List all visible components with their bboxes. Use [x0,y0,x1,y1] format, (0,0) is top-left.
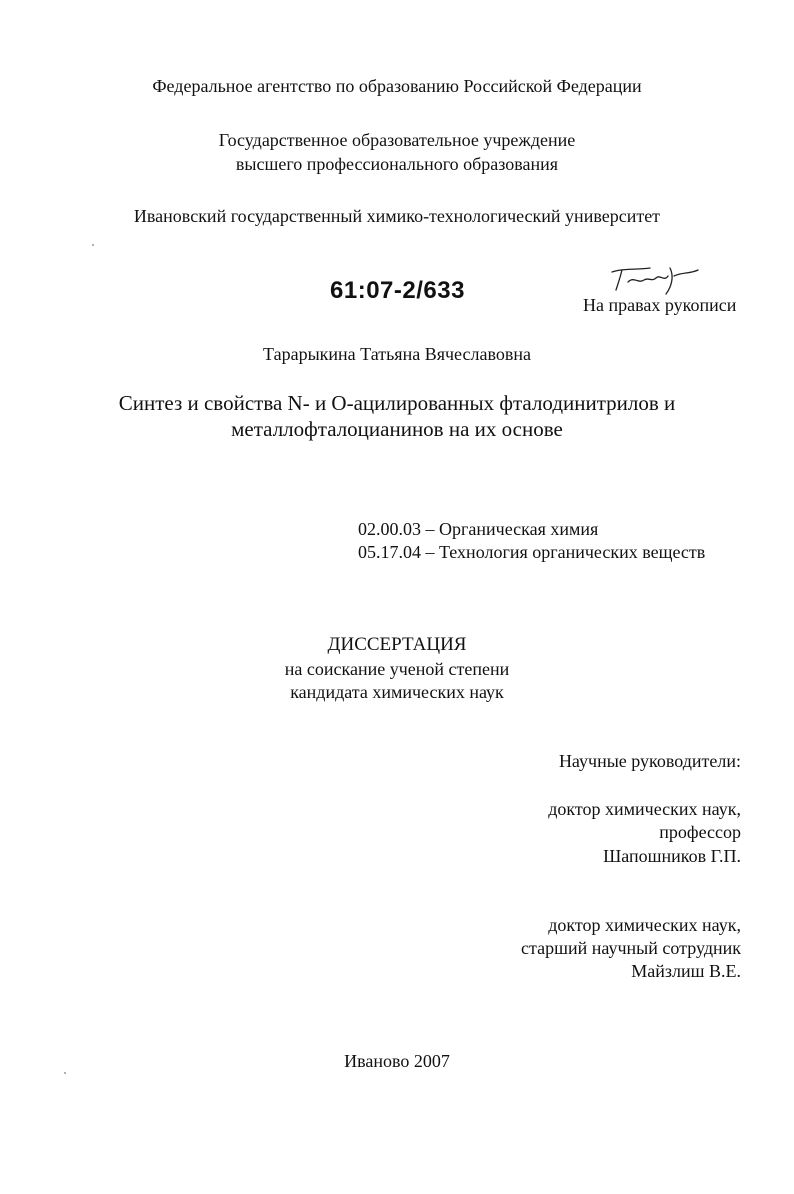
specialty-line-2: 05.17.04 – Технология органических веществ [358,542,706,562]
advisor-1-degree: доктор химических наук, [548,799,741,819]
degree-line-2: кандидата химических наук [290,682,504,702]
institution-line-1: Государственное образовательное учреждение [218,130,576,150]
catalog-code: 61:07-2/633 [330,277,465,304]
place-year: Иваново 2007 [344,1051,450,1071]
scan-speck [64,1072,66,1074]
university-line: Ивановский государственный химико-технологический университет [133,206,661,226]
thesis-title-line-1: Синтез и свойства N- и O-ацилированных фталодинитрилов и [118,391,676,415]
advisors-heading: Научные руководители: [558,751,741,771]
author-name: Тарарыкина Татьяна Вячеславовна [263,344,531,364]
advisor-1-name: Шапошников Г.П. [603,846,741,866]
manuscript-note: На правах рукописи [583,295,737,315]
specialty-line-1: 02.00.03 – Органическая химия [358,519,599,539]
agency-line: Федеральное агентство по образованию Российской Федерации [152,76,642,96]
dissertation-heading: ДИССЕРТАЦИЯ [327,634,467,655]
advisor-2-name: Майзлиш В.Е. [631,961,741,981]
institution-line-2: высшего профессионального образования [235,154,559,174]
advisor-2-degree: доктор химических наук, [548,915,741,935]
signature-mark [604,262,704,298]
degree-line-1: на соискание ученой степени [284,659,510,679]
thesis-title-line-2: металлофталоцианинов на их основе [231,417,563,441]
advisor-1-title: профессор [659,822,741,842]
advisor-2-title: старший научный сотрудник [521,938,741,958]
scan-speck [92,244,94,246]
